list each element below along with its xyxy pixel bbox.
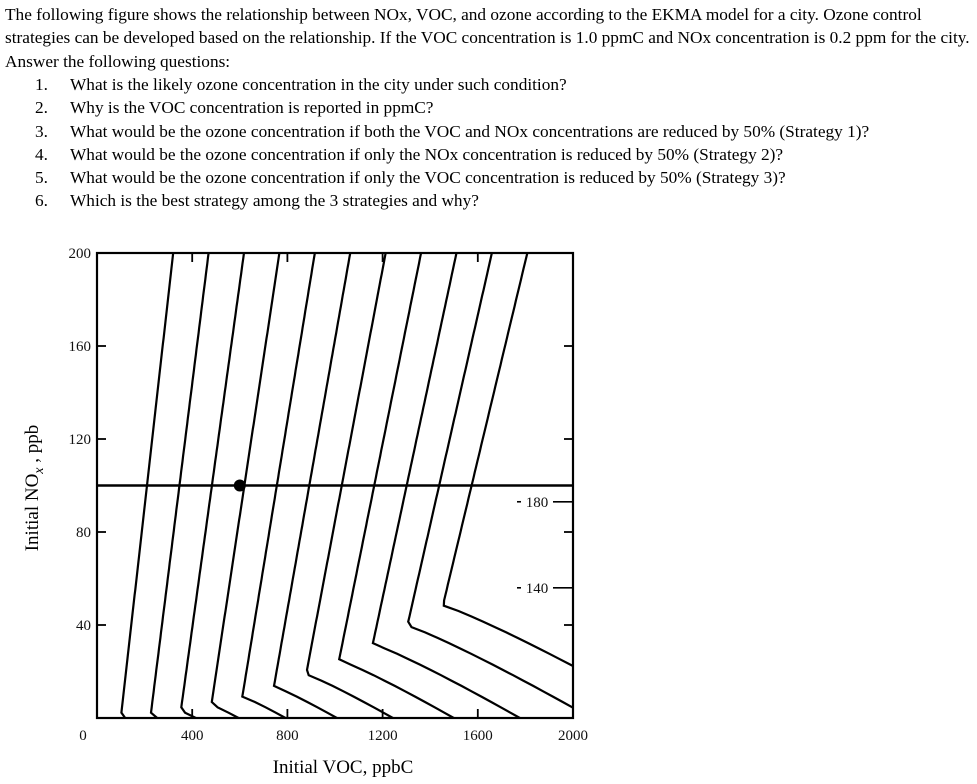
question-text: What is the likely ozone concentration in the city under such condition?: [70, 75, 567, 94]
question-text: What would be the ozone concentration if both the VOC and NOx concentrations are reduced by 50% (Strategy 1)?: [70, 121, 870, 141]
ekma-isopleth-chart: [0, 240, 977, 784]
x-tick-label: 800: [276, 728, 299, 744]
question-item: [0, 120, 970, 143]
x-tick-label: 2000: [558, 728, 588, 744]
isopleth-line: [181, 240, 253, 718]
question-item: [0, 96, 970, 119]
question-item: [0, 189, 970, 212]
question-item: [0, 143, 970, 166]
question-number: 5.: [35, 168, 48, 188]
question-item: [0, 166, 970, 189]
x-tick-label: 1200: [367, 728, 398, 744]
x-tick-label: 400: [180, 728, 204, 744]
isopleth-line: [339, 240, 454, 718]
isopleth-line: [151, 240, 217, 718]
question-number: 1.: [35, 75, 48, 94]
question-number: 3.: [35, 121, 48, 141]
question-item: [0, 73, 970, 96]
y-tick-label: 200: [68, 246, 91, 262]
x-axis-label: Initial VOC, ppbC: [272, 757, 414, 778]
isopleth-line: [274, 240, 363, 718]
question-text: What would be the ozone concentration if only the NOx concentration is reduced by 50% (Strategy 2)?: [70, 144, 784, 164]
isopleth-line: [408, 240, 591, 718]
x-tick-label: 0: [79, 728, 87, 744]
question-number: 2.: [35, 98, 48, 118]
isopleth-line: [373, 240, 520, 718]
question-number: 6.: [35, 191, 48, 211]
x-tick-label: 1600: [462, 728, 493, 744]
contour-label: 140: [525, 580, 549, 597]
question-text: Why is the VOC concentration is reported in ppmC?: [70, 98, 434, 118]
question-list: [0, 73, 977, 213]
y-tick-label: 120: [68, 432, 91, 448]
problem-intro: The following figure shows the relationship between NOx, VOC, and ozone according to the EKMA model for a city. Ozone control strategies can be developed based on the relationship. If the VOC concentration is 1.0 ppmC and NOx concentration is 0.2 ppm for the city. Answer the following questions:: [5, 5, 970, 71]
isopleth-line: [242, 240, 326, 718]
isopleth-line: [307, 240, 399, 718]
operating-point-marker: [234, 480, 246, 492]
y-tick-label: 40: [76, 618, 91, 634]
y-axis-label: Initial $NO_x$ , ppb: [22, 424, 47, 552]
question-text: Which is the best strategy among the 3 strategies and why?: [70, 191, 479, 211]
y-tick-label: 80: [76, 525, 91, 541]
question-text: What would be the ozone concentration if only the VOC concentration is reduced by 50% (Strategy 3)?: [70, 168, 786, 188]
contour-label: 180: [525, 494, 549, 511]
isopleth-line: [121, 240, 181, 718]
y-tick-label: 160: [68, 339, 91, 355]
question-number: 4.: [35, 144, 48, 164]
